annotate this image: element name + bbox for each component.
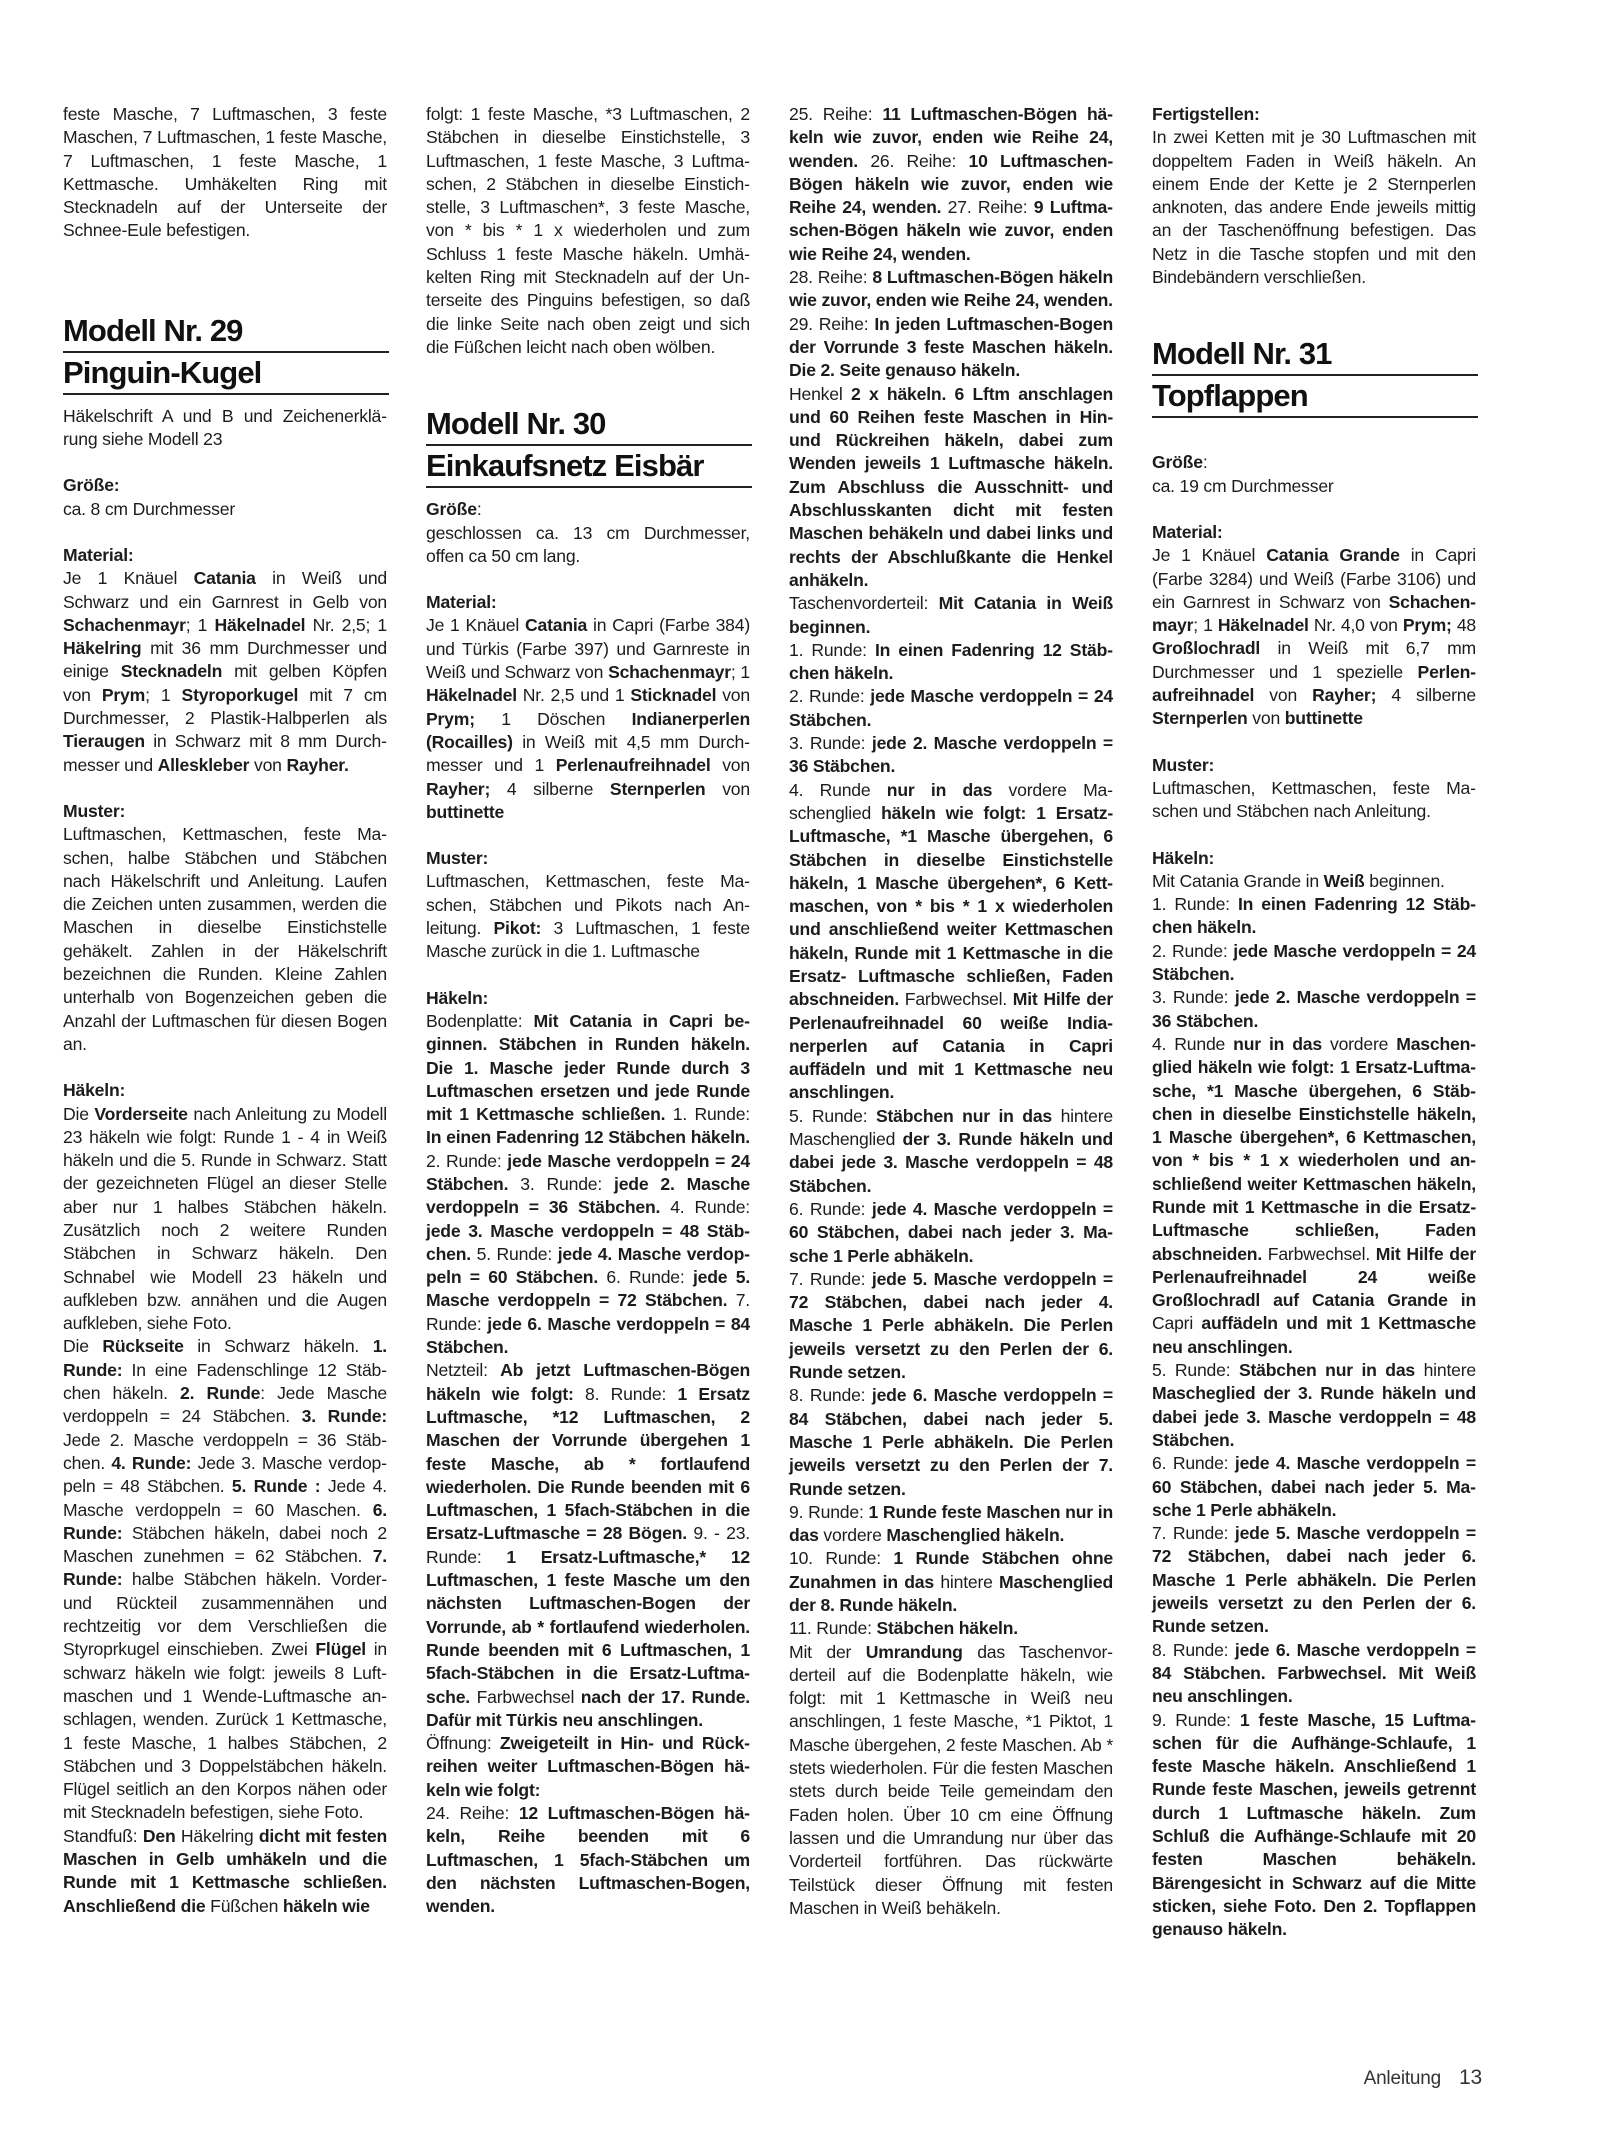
paragraph: [1152, 870, 1476, 893]
bold-term: Rayher.: [286, 754, 349, 775]
text-run: mit gelben Köpfen von: [63, 661, 387, 705]
text-run: 2. Runde:: [426, 1150, 502, 1171]
text-run: Jede 3. Masche verdoppeln = 48 Stäbchen.: [63, 1452, 387, 1497]
bold-term: In jeden Luftmaschen-Bogen der Vorrunde 3 feste Maschen häkeln. Die 2. Seite genauso häkeln.: [789, 313, 1113, 381]
bold-term: Vorderseite: [94, 1103, 188, 1124]
text-run: 2. Runde:: [1152, 940, 1228, 961]
text-run: 11. Runde:: [789, 1618, 872, 1639]
bold-term: jede 6. Masche verdoppeln = 84 Stäbchen, dabei nach jeder 5. Masche 1 Perle abhäkeln. Die Perlen jeweils versetzt zu den Perlen der 7. Runde setzen.: [789, 1385, 1114, 1499]
bold-term: Maschenglied häkeln wie folgt: 1 Ersatz-Luftmasche, *1 Masche übergehen, 6 Stäbchen in dieselbe Einstichstelle häkeln, 1 Masche übergehen*, 6 Kettmaschen, von * bis * 1 x wiederholen und anschließend weiter Kettmaschen häkeln, Runde mit 1 Kettmasche in die Ersatz-Luftmasche schließen, Faden abschneiden.: [1152, 1033, 1477, 1264]
bold-term: Catania: [193, 568, 256, 589]
bold-term: 12 Luftmaschen-Bögen häkeln, Reihe beenden mit 6 Luftmaschen, 1 5fach-Stäbchen um den nächsten Luftmaschen-Bogen, wenden.: [426, 1803, 751, 1917]
paragraph: [789, 1641, 1113, 1921]
text-run: hintere: [940, 1571, 993, 1592]
text-run: ; 1: [145, 684, 182, 705]
text-run: in schwarz häkeln wie folgt: jeweils 8 Luftmaschen und 1 Wende-Luftmasche anschlagen, wenden. Zurück 1 Kettmasche, 1 feste Masche, 1 halbes Stäbchen, 2 Stäbchen und 3 Doppelstäbchen häkeln. Flügel seitlich an den Korpos nähen oder mit Stecknadeln befestigen, siehe Foto.: [63, 1639, 388, 1823]
bold-term: Flügel: [315, 1639, 366, 1660]
paragraph: [789, 266, 1113, 313]
paragraph: [1152, 1033, 1476, 1359]
bold-term: jede 4. Masche verdoppeln = 60 Stäbchen.: [426, 1243, 751, 1288]
text-run: Jede 4. Masche verdoppeln = 60 Maschen.: [63, 1476, 387, 1520]
text-run: 27. Reihe:: [947, 197, 1028, 218]
paragraph: [1152, 1522, 1476, 1638]
bold-term: In einen Fadenring 12 Stäbchen häkeln.: [1152, 894, 1476, 938]
text-run: 4 silberne: [1376, 685, 1476, 706]
bold-term: Umrandung: [865, 1641, 963, 1662]
text-run: Bodenplatte:: [426, 1010, 523, 1031]
paragraph: [1152, 1359, 1476, 1452]
bold-term: Stecknadeln: [120, 661, 223, 682]
text-run: 4. Runde: [789, 779, 871, 800]
text-run: Standfuß:: [63, 1825, 138, 1846]
bold-term: Maschenglied häkeln.: [881, 1525, 1065, 1546]
bold-term: Stäbchen nur in das: [867, 1105, 1061, 1126]
model-29-heading: [63, 311, 387, 395]
paragraph: [789, 1268, 1113, 1384]
text-run: Farbwechsel.: [1267, 1243, 1371, 1264]
text-run: 7. Runde:: [789, 1268, 866, 1289]
text-run: Farbwechsel: [476, 1686, 575, 1707]
paragraph: [426, 1732, 750, 1802]
bold-term: jede 6. Masche verdoppeln = 84 Stäbchen.: [426, 1313, 750, 1358]
bold-term: Catania Grande: [1266, 545, 1400, 566]
text-run: Je 1 Knäuel: [426, 615, 525, 636]
text-run: in Capri (Farbe 384) und Türkis (Farbe 397) und Garnreste in Weiß und Schwarz von: [426, 615, 751, 683]
bold-term: 1. Runde:: [63, 1336, 387, 1380]
paragraph: [1152, 893, 1476, 940]
bold-term: nur in das: [1225, 1033, 1330, 1054]
bold-term: In einen Fadenring 12 Stäbchen häkeln.: [789, 639, 1113, 684]
text-run: 10. Runde:: [789, 1548, 881, 1569]
text-run: Henkel: [789, 383, 843, 404]
paragraph: [426, 870, 750, 963]
paragraph: [63, 1103, 387, 1336]
bold-term: 2 x häkeln. 6 Lftm anschlagen und 60 Reihen feste Maschen in Hin- und Rückreihen häkeln, dabei zum Wenden jeweils 1 Luftmasche häkeln. Zum Abschluss die Ausschnitt- und Abschlusskanten dicht mit festen Maschen behäkeln und dabei links und rechts der Abschlußkante die Henkel anhäkeln.: [789, 383, 1113, 590]
paragraph: [426, 614, 750, 824]
paragraph: Luftmaschen, Kettmaschen, feste Maschen und Stäbchen nach Anleitung.: [1152, 777, 1476, 822]
text-run: 1 Döschen: [474, 708, 632, 729]
bold-term: 10 Luftmaschen-Bögen häkeln wie zuvor, enden wie Reihe 24, wenden.: [789, 150, 1113, 218]
bold-term: Indianerperlen (Rocailles): [426, 708, 750, 752]
bold-term: 3. Runde:: [301, 1406, 387, 1427]
subheading: Material:: [426, 592, 497, 613]
text-run: 9. Runde:: [789, 1501, 864, 1522]
bold-term: 1 feste Masche, 15 Luftmaschen für die Aufhänge-Schlaufe, 1 feste Masche häkeln. Anschließend 1 Runde feste Maschen, jeweils getrennt durch 1 Luftmasche häkeln. Zum Schluß die Aufhänge-Schlaufe mit 20 festen Maschen behäkeln. Bärengesicht in Schwarz auf die Mitte sticken, siehe Foto. Den 2. Topflappen genauso häkeln.: [1152, 1709, 1476, 1940]
paragraph: ca. 19 cm Durchmesser: [1152, 475, 1334, 496]
bold-term: Prym: [101, 684, 146, 705]
text-run: Netzteil:: [426, 1360, 488, 1381]
paragraph: [789, 732, 1113, 779]
model-30-heading: [426, 404, 750, 488]
text-run: 28. Reihe:: [789, 267, 868, 288]
text-run: : Jede Masche verdoppeln = 24 Stäbchen.: [63, 1383, 388, 1427]
bold-term: Häkelnadel: [1217, 615, 1309, 636]
bold-term: Ab jetzt Luftmaschen-Bögen häkeln wie folgt:: [426, 1360, 750, 1404]
paragraph: [1152, 940, 1476, 987]
bold-term: 5. Runde :: [231, 1476, 321, 1497]
column-3: [789, 103, 1113, 1920]
bold-term: Häkelnadel: [214, 614, 306, 635]
bold-term: Mascheglied der 3. Runde häkeln und dabei jede 3. Masche verdoppeln = 48 Stäbchen.: [1152, 1383, 1476, 1450]
paragraph: [789, 383, 1113, 593]
subheading: Fertigstellen:: [1152, 104, 1260, 124]
text-run: 1. Runde:: [1152, 894, 1230, 915]
text-run: 4 silberne: [490, 778, 610, 799]
subheading: Material:: [1152, 521, 1223, 542]
text-run: von: [1254, 685, 1313, 706]
text-run: 24. Reihe:: [426, 1803, 510, 1823]
bold-term: Schachenmayr: [1152, 591, 1476, 636]
page-footer: [1364, 2066, 1482, 2090]
bold-term: Perlenaufreihnadel: [1152, 661, 1476, 706]
text-run: von: [710, 755, 750, 776]
text-run: vordere Maschenglied: [789, 779, 1114, 823]
bold-term: 2. Runde: [180, 1383, 261, 1404]
bold-term: Schachenmayr: [608, 662, 731, 683]
text-run: hintere: [1423, 1360, 1476, 1381]
bold-term: 1 Runde Stäbchen ohne Zunahmen in das: [789, 1548, 1113, 1592]
text-run: Nr. 2,5; 1: [305, 614, 387, 635]
bold-term: jede 5. Masche verdoppeln = 72 Stäbchen.: [426, 1267, 751, 1311]
bold-term: Rayher;: [426, 778, 491, 799]
text-run: Jede 2. Masche verdoppeln = 36 Stäbchen.: [63, 1429, 387, 1473]
text-run: Capri: [1152, 1313, 1194, 1334]
text-run: in Schwarz häkeln.: [183, 1336, 373, 1357]
paragraph: [426, 1359, 750, 1732]
paragraph: [63, 567, 387, 777]
bold-term: jede 5. Masche verdoppeln = 72 Stäbchen, dabei nach jeder 6. Masche 1 Perle abhäkeln. Die Perlen jeweils versetzt zu den Perlen der 6. Runde setzen.: [1152, 1523, 1477, 1637]
bold-term: nur in das: [870, 779, 1009, 800]
text-run: das Taschenvorderteil auf die Bodenplatte häkeln, wie folgt: mit 1 Kettmasche in Weiß neu anschlingen, 1 feste Masche, *1 Piktot, 1 Masche übergehen, 2 feste Maschen. Ab * stets wiederholen. Für die festen Maschen stets durch beide Teile gemeindam den Faden holen. Über 10 cm eine Öffnung lassen und die Umrandung nur über das Vorderteil fortführen. Das rückwärte Teilstück dieser Öffnung mit festen Maschen in Weiß behäkeln.: [789, 1641, 1114, 1918]
text-run: 4. Runde:: [670, 1197, 750, 1218]
column-4: [1152, 103, 1476, 1941]
text-run: Taschenvorderteil:: [789, 593, 929, 614]
text-run: in Capri (Farbe 3284) und Weiß (Farbe 3106) und ein Garnrest in Schwarz von: [1152, 545, 1476, 612]
bold-term: 8 Luftmaschen-Bögen häkeln wie zuvor, enden wie Reihe 24, wenden.: [789, 267, 1113, 311]
text-run: vordere: [1329, 1033, 1389, 1054]
bold-term: Sternperlen: [609, 778, 706, 799]
text-run: halbe Stäbchen häkeln. Vorder- und Rückteil zusammennähen und rechtzeitig vor dem Verschließen die Styroprkugel einschieben. Zwei: [63, 1569, 387, 1660]
text-run: mit 36 mm Durchmesser und einige: [63, 638, 387, 682]
bold-term: jede 5. Masche verdoppeln = 72 Stäbchen, dabei nach jeder 4. Masche 1 Perle abhäkeln. Die Perlen jeweils versetzt zu den Perlen der 6. Runde setzen.: [789, 1268, 1114, 1383]
text-run: Mit der: [789, 1641, 866, 1662]
text-run: in Weiß mit 4,5 mm Durchmesser und 1: [426, 731, 750, 776]
paragraph: [1152, 1709, 1476, 1942]
bold-term: jede 6. Masche verdoppeln = 84 Stäbchen. Farbwechsel. Mit Weiß neu anschlingen.: [1152, 1639, 1477, 1707]
subheading: Häkeln:: [426, 987, 489, 1008]
text-run: beginnen.: [1364, 870, 1445, 891]
bold-term: Rückseite: [102, 1336, 184, 1357]
bold-term: häkeln wie: [278, 1895, 370, 1916]
paragraph: [789, 1105, 1113, 1198]
model-29-number: Modell Nr. 29: [63, 311, 389, 353]
bold-term: Prym;: [1402, 615, 1452, 636]
paragraph: [789, 1547, 1113, 1617]
bold-term: 4. Runde:: [111, 1452, 192, 1473]
paragraph: geschlossen ca. 13 cm Durchmesser, offen ca 50 cm lang.: [426, 522, 750, 566]
text-run: 7. Runde:: [1152, 1523, 1229, 1544]
bold-term: Sticknadel: [630, 685, 717, 706]
text-run: in Weiß mit 6,7 mm Durchmesser und 1 spezielle: [1152, 638, 1476, 682]
text-run: Luftmaschen, Kettmaschen, feste Maschen, Stäbchen und Pikots nach Anleitung.: [426, 871, 750, 939]
text-run: In eine Fadenschlinge 12 Stäbchen häkeln.: [63, 1359, 387, 1404]
bold-term: buttinette: [1284, 708, 1363, 729]
subheading: Muster:: [63, 800, 126, 821]
text-run: 6. Runde:: [789, 1198, 866, 1219]
text-run: Nr. 4,0 von: [1308, 615, 1403, 636]
paragraph: folgt: 1 feste Masche, *3 Luftmaschen, 2 Stäbchen in dieselbe Einstichstelle, 3 Luftmaschen, 1 feste Masche, 3 Luftmaschen, 2 Stäbchen in dieselbe Einstichstelle, 3 Luftmaschen*, 3 feste Masche, von * bis * 1 x wiederholen und zum Schluss 1 feste Masche häkeln. Umhäkelten Ring mit Stecknadeln auf der Unterseite des Pinguins befestigen, so daß die linke Seite nach oben zeigt und sich die Füßchen leicht nach oben wölben.: [426, 104, 750, 357]
text-run: ; 1: [730, 662, 751, 683]
subheading: Material:: [63, 544, 134, 565]
bold-term: der 3. Runde häkeln und dabei jede 3. Masche verdoppeln = 48 Stäbchen.: [789, 1129, 1113, 1196]
text-run: ; 1: [185, 614, 215, 635]
bold-term: Mit Hilfe der Perlenaufreihnadel 24 weiße Großlochradl auf Catania Grande in: [1152, 1243, 1476, 1311]
bold-term: Mit Catania in Capri beginnen. Stäbchen in Runden häkeln. Die 1. Masche jeder Runde durch 3 Luftmaschen ersetzen und jede Runde mit 1 Kettmasche schließen.: [426, 1010, 750, 1125]
bold-term: jede 4. Masche verdoppeln = 60 Stäbchen, dabei nach jeder 5. Masche 1 Perle abhäkeln.: [1152, 1453, 1477, 1520]
bold-term: 9 Luftmaschen-Bögen häkeln wie zuvor, enden wie Reihe 24, wenden.: [789, 197, 1113, 264]
bold-term: Weiß: [1323, 870, 1365, 891]
subheading: Häkeln:: [63, 1080, 126, 1101]
paragraph: [789, 592, 1113, 639]
paragraph: [789, 103, 1113, 266]
subheading: Größe:: [1152, 452, 1208, 473]
paragraph: Häkelschrift A und B und Zeichenerklärung siehe Modell 23: [63, 405, 387, 450]
text-run: Je 1 Knäuel: [63, 568, 194, 589]
bold-term: Alleskleber: [157, 754, 250, 775]
model-31-title: Topflappen: [1152, 376, 1478, 418]
paragraph: [426, 1010, 750, 1359]
bold-term: Den: [137, 1825, 181, 1846]
text-run: hintere Maschenglied: [789, 1105, 1113, 1150]
paragraph: [63, 1825, 387, 1918]
text-run: 1. Runde:: [672, 1104, 750, 1125]
text-run: 5. Runde:: [1152, 1360, 1231, 1381]
bold-term: auffädeln und mit 1 Kettmasche neu anschlingen.: [1152, 1313, 1476, 1357]
bold-term: Rayher;: [1312, 685, 1377, 706]
column-2: [426, 103, 750, 1918]
bold-term: Pikot:: [493, 918, 542, 939]
paragraph: feste Masche, 7 Luftmaschen, 3 feste Maschen, 7 Luftmaschen, 1 feste Masche, 7 Luftmaschen, 1 feste Masche, 1 Kettmasche. Umhäkelten Ring mit Stecknadeln auf der Unterseite der Schnee-Eule befestigen.: [63, 104, 387, 241]
text-run: Mit Catania Grande in: [1152, 870, 1324, 891]
text-run: 8. Runde:: [585, 1383, 667, 1404]
text-run: in Schwarz mit 8 mm Durchmesser und: [63, 731, 387, 775]
footer-section-label: Anleitung: [1363, 2068, 1442, 2089]
bold-term: Perlenaufreihnadel: [555, 755, 711, 776]
text-run: von: [1247, 708, 1285, 729]
text-run: Häkelring: [180, 1825, 254, 1846]
subheading: Größe:: [426, 499, 482, 520]
bold-term: 1 Ersatz Luftmasche, *12 Luftmaschen, 2 Maschen der Vorrunde übergehen 1 feste Masche, ab * fortlaufend wiederholen. Die Runde beenden mit 6 Luftmaschen, 1 5fach-Stäbchen in die Ersatz-Luftmasche = 28 Bögen.: [426, 1383, 751, 1544]
text-run: 3. Runde:: [789, 733, 866, 754]
paragraph: [789, 1617, 1113, 1640]
text-run: nach Anleitung zu Modell 23 häkeln wie folgt: Runde 1 - 4 in Weiß häkeln und die 5. Runde in Schwarz. Statt der gezeichneten Flügel an dieser Stelle aber nur 1 halbes Stäbchen häkeln. Zusätzlich noch 2 weitere Runden Stäbchen in Schwarz häkeln. Den Schnabel wie Modell 23 häkeln und aufkleben bzw. annähen und die Augen aufkleben, siehe Foto.: [63, 1103, 387, 1334]
bold-term: jede Masche verdoppeln = 24 Stäbchen.: [426, 1150, 750, 1194]
text-run: Füßchen: [210, 1895, 279, 1916]
text-run: 8. Runde:: [1152, 1639, 1229, 1660]
bold-term: jede Masche verdoppeln = 24 Stäbchen.: [1152, 940, 1476, 985]
bold-term: Styroporkugel: [181, 684, 299, 705]
model-31-heading: [1152, 334, 1476, 418]
text-run: Die: [63, 1336, 103, 1357]
subheading: Größe:: [63, 475, 120, 496]
bold-term: jede 4. Masche verdoppeln = 60 Stäbchen, dabei nach jeder 3. Masche 1 Perle abhäkeln.: [789, 1198, 1114, 1266]
text-run: 25. Reihe:: [789, 104, 873, 124]
paragraph: [1152, 544, 1476, 730]
text-run: von: [716, 685, 750, 706]
bold-term: Tieraugen: [63, 731, 145, 752]
bold-term: Mit Hilfe der Perlenaufreihnadel 60 weiße Indianerperlen auf Catania in Capri auffädeln und mit 1 Kettmasche neu anschlingen.: [789, 989, 1113, 1103]
bold-term: 1 Runde feste Maschen nur in das: [789, 1501, 1113, 1546]
bold-term: jede Masche verdoppeln = 24 Stäbchen.: [789, 686, 1113, 730]
bold-term: 7. Runde:: [63, 1546, 387, 1590]
text-run: 3 Luftmaschen, 1 feste Masche zurück in die 1. Luftmasche: [426, 918, 750, 962]
text-run: 29. Reihe:: [789, 313, 869, 334]
paragraph: Luftmaschen, Kettmaschen, feste Maschen, halbe Stäbchen und Stäbchen nach Häkelschrift und Anleitung. Laufen die Zeichen unten zusammen, werden die Maschen in dieselbe Einstichstelle gehäkelt. Zahlen in der Häkelschrift bezeichnen die Runden. Kleine Zahlen unterhalb von Bogenzeichen geben die Anzahl der Luftmaschen für diesen Bogen an.: [63, 824, 387, 1054]
text-run: 7. Runde:: [426, 1290, 750, 1334]
text-run: Je 1 Knäuel: [1152, 545, 1267, 566]
bold-term: 6. Runde:: [63, 1499, 387, 1543]
text-run: Die: [63, 1103, 95, 1124]
bold-term: Stäbchen häkeln.: [871, 1618, 1018, 1639]
paragraph: [789, 1198, 1113, 1268]
model-29-title: Pinguin-Kugel: [63, 353, 389, 395]
paragraph: In zwei Ketten mit je 30 Luftmaschen mit doppeltem Faden in Weiß häkeln. An einem Ende der Kette je 2 Sternperlen anknoten, das andere Ende jeweils mittig an der Taschenöffnung befestigen. Das Netz in die Tasche stopfen und mit den Bindebändern verschließen.: [1152, 127, 1476, 288]
text-run: von: [705, 778, 750, 799]
bold-term: Großlochradl: [1152, 638, 1261, 659]
subheading: Häkeln:: [1152, 847, 1215, 868]
paragraph: [789, 779, 1113, 1105]
model-30-title: Einkaufsnetz Eisbär: [426, 446, 752, 488]
bold-term: Häkelring: [63, 638, 142, 659]
bold-term: Schachenmayr: [63, 614, 186, 635]
text-run: Stäbchen häkeln, dabei noch 2 Maschen zunehmen = 62 Stäbchen.: [63, 1522, 387, 1567]
paragraph: [1152, 1452, 1476, 1522]
bold-term: jede 3. Masche verdoppeln = 48 Stäbchen.: [426, 1220, 750, 1264]
bold-term: Prym;: [426, 708, 475, 729]
model-30-number: Modell Nr. 30: [426, 404, 752, 446]
text-run: 48: [1451, 615, 1476, 636]
text-run: mit 7 cm Durchmesser, 2 Plastik-Halbperlen als: [63, 684, 387, 729]
text-run: 8. Runde:: [789, 1385, 866, 1406]
paragraph: [789, 1384, 1113, 1500]
text-run: vordere: [823, 1525, 882, 1546]
text-run: 26. Reihe:: [870, 150, 957, 171]
text-run: 3. Runde:: [1152, 987, 1229, 1008]
text-run: Öffnung:: [426, 1733, 492, 1754]
paragraph: [426, 1802, 750, 1918]
bold-term: In einen Fadenring 12 Stäbchen häkeln.: [426, 1127, 750, 1148]
text-run: von: [249, 754, 287, 775]
text-run: 1. Runde:: [789, 639, 867, 660]
text-run: 9. Runde:: [1152, 1709, 1231, 1730]
bold-term: 11 Luftmaschen-Bögen häkeln wie zuvor, enden wie Reihe 24, wenden.: [789, 104, 1113, 171]
text-run: 4. Runde: [1152, 1033, 1226, 1054]
bold-term: Catania: [524, 615, 588, 636]
text-run: 6. Runde:: [1152, 1453, 1229, 1474]
bold-term: Stäbchen nur in das: [1230, 1360, 1424, 1381]
paragraph: [789, 313, 1113, 383]
paragraph: [63, 1335, 387, 1824]
column-1: [63, 103, 387, 1918]
page-number: 13: [1459, 2066, 1482, 2089]
bold-term: Sternperlen: [1152, 708, 1248, 729]
text-run: 9. - 23. Runde:: [426, 1523, 750, 1567]
text-run: 6. Runde:: [606, 1267, 685, 1288]
subheading: Muster:: [426, 848, 489, 869]
bold-term: jede 2. Masche verdoppeln = 36 Stäbchen.: [426, 1173, 751, 1218]
model-31-number: Modell Nr. 31: [1152, 334, 1478, 376]
bold-term: jede 2. Masche verdoppeln = 36 Stäbchen.: [1152, 987, 1477, 1031]
text-run: 3. Runde:: [520, 1173, 603, 1194]
text-run: ; 1: [1193, 615, 1218, 636]
text-run: Farbwechsel.: [904, 989, 1008, 1010]
text-run: in Weiß und Schwarz und ein Garnrest in Gelb von: [63, 568, 387, 612]
bold-term: Häkelnadel: [426, 685, 517, 706]
text-run: 2. Runde:: [789, 686, 865, 707]
text-run: Nr. 2,5 und 1: [516, 685, 631, 706]
paragraph: [1152, 986, 1476, 1033]
paragraph: [1152, 1639, 1476, 1709]
paragraph: [789, 1501, 1113, 1548]
text-run: 5. Runde:: [789, 1105, 868, 1126]
bold-term: häkeln wie folgt: 1 Ersatz-Luftmasche, *1 Masche übergehen, 6 Stäbchen in dieselbe Einstichstelle häkeln, 1 Masche übergehen*, 6 Kettmaschen, von * bis * 1 x wiederholen und anschließend weiter Kettmaschen häkeln, Runde mit 1 Kettmasche in die Ersatz- Luftmasche schließen, Faden abschneiden.: [789, 802, 1113, 1010]
bold-term: dicht mit festen Maschen in Gelb umhäkeln und die Runde mit 1 Kettmasche schließen. Anschließend die: [63, 1825, 388, 1916]
bold-term: Mit Catania in Weiß beginnen.: [789, 593, 1113, 637]
subheading: Muster:: [1152, 754, 1215, 775]
bold-term: 1 Ersatz-Luftmasche,* 12 Luftmaschen, 1 feste Masche um den nächsten Luftmaschen-Bogen der Vorrunde, ab * fortlaufend wiederholen. Runde beenden mit 6 Luftmaschen, 1 5fach-Stäbchen in die Ersatz-Luftmasche.: [426, 1546, 750, 1707]
paragraph: ca. 8 cm Durchmesser: [63, 498, 235, 519]
bold-term: buttinette: [426, 801, 505, 822]
bold-term: Maschenglied der 8. Runde häkeln.: [789, 1571, 1113, 1615]
bold-term: jede 2. Masche verdoppeln = 36 Stäbchen.: [789, 733, 1114, 777]
paragraph: [789, 685, 1113, 732]
bold-term: Zweigeteilt in Hin- und Rückreihen weiter Luftmaschen-Bögen häkeln wie folgt:: [426, 1733, 750, 1800]
bold-term: nach der 17. Runde. Dafür mit Türkis neu anschlingen.: [426, 1686, 750, 1730]
paragraph: [789, 639, 1113, 686]
text-run: 5. Runde:: [476, 1243, 553, 1264]
